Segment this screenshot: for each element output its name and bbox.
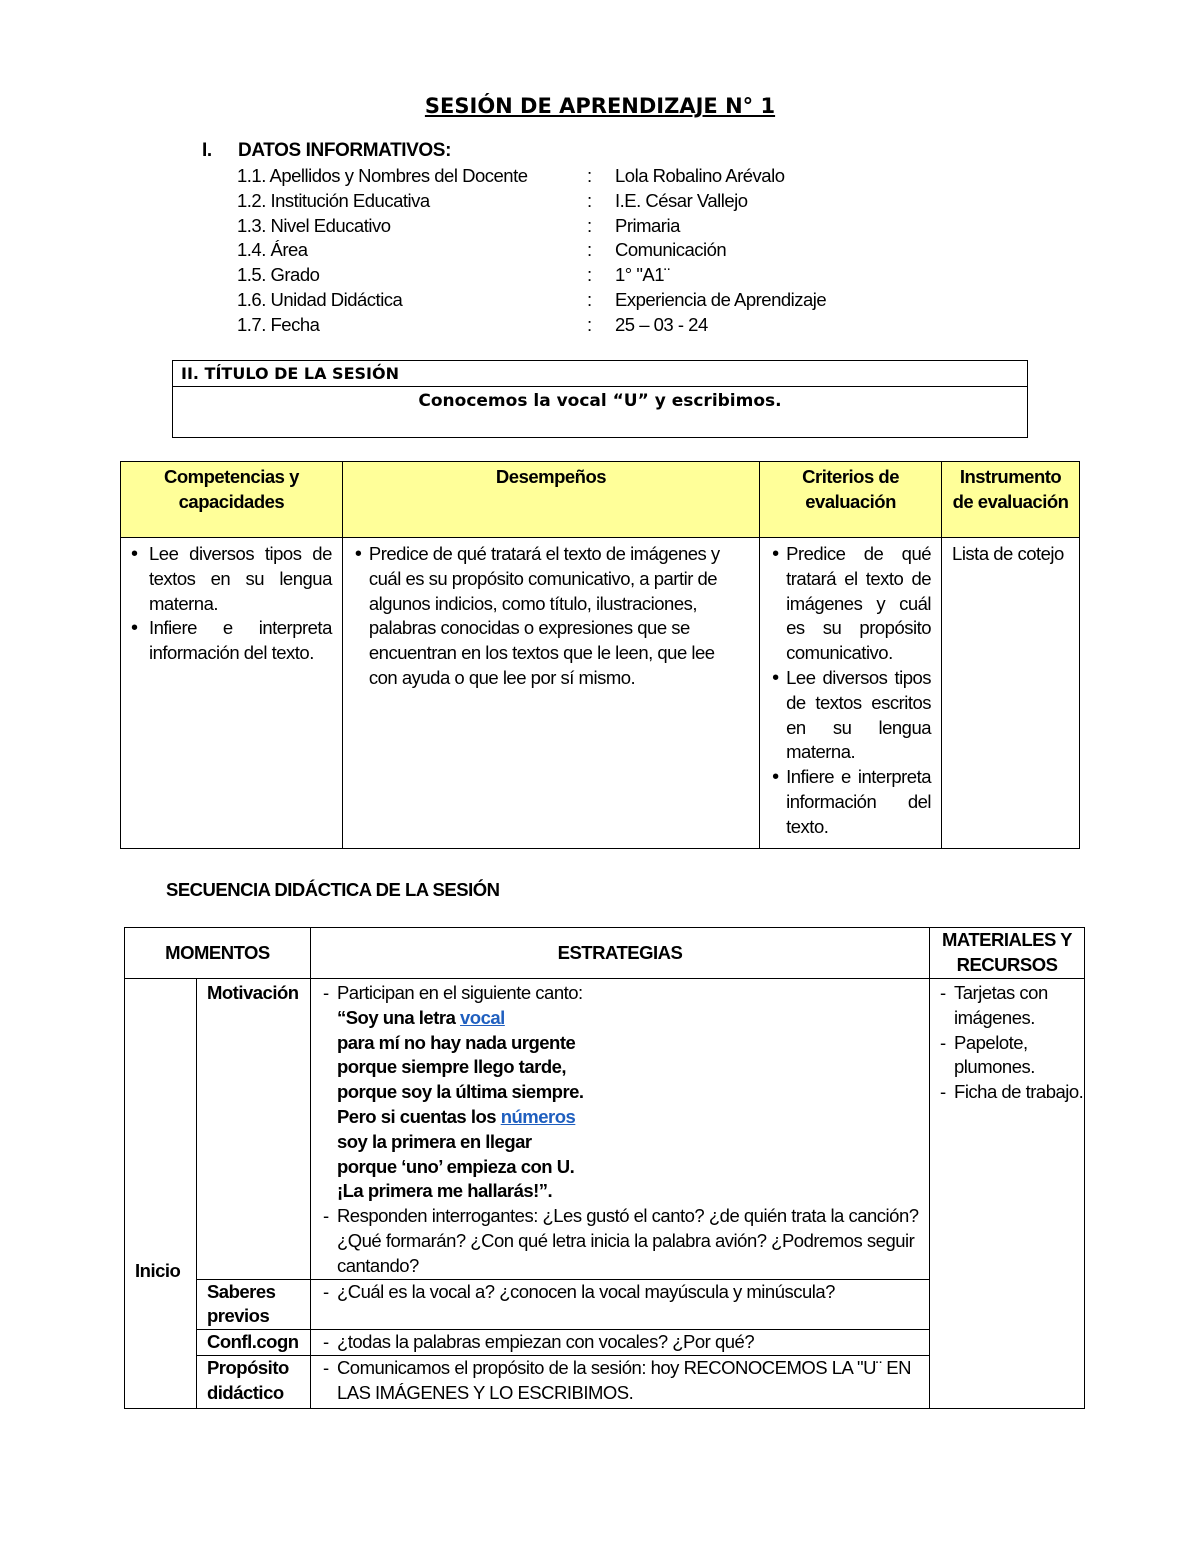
proposito-text: - Comunicamos el propósito de la sesión: hoy RECONOCEMOS LA "U¨ EN LAS IMÁGENES Y LO ESCRIBIMOS.: [311, 1356, 921, 1406]
info-sep: :: [587, 264, 592, 286]
session-title-box: [172, 360, 1028, 438]
table-header-row: [125, 928, 1085, 979]
list-item: • Infiere e interpreta información del texto.: [121, 616, 332, 666]
song-line: [337, 1105, 921, 1130]
saberes-text: - ¿Cuál es la vocal a? ¿conocen la vocal mayúscula y minúscula?: [311, 1280, 921, 1305]
info-label: 1.6. Unidad Didáctica: [237, 288, 403, 310]
section2-heading: II. TÍTULO DE LA SESIÓN: [173, 361, 1027, 387]
list-item: • Predice de qué tratará el texto de imágenes y cuál es su propósito comunicativo, a partir de algunos indicios, como título, ilustraciones, palabras conocidas o expresiones que se encuentran en los textos que le leen, que lee con ayuda o que lee por sí mismo.: [343, 542, 733, 691]
competencias-table: [120, 461, 1080, 849]
info-sep: :: [587, 189, 592, 211]
header-text: Competencias y capacidades: [163, 466, 299, 512]
info-value: 1° "A1¨: [615, 264, 670, 286]
song-line-text: “Soy una letra: [336, 1006, 461, 1028]
song-lyrics: [311, 1006, 921, 1204]
info-label: 1.1. Apellidos y Nombres del Docente: [237, 165, 528, 186]
table-header-row: [121, 462, 1080, 538]
info-label: 1.2. Institución Educativa: [237, 189, 430, 211]
info-value: 25 – 03 - 24: [615, 313, 708, 335]
header-estrategias: ESTRATEGIAS: [310, 928, 929, 979]
desempenos-cell: [342, 538, 759, 849]
header-momentos: MOMENTOS: [125, 928, 311, 979]
header-criterios: [760, 462, 942, 538]
section1-heading-text: DATOS INFORMATIVOS:: [238, 140, 452, 161]
moment-inicio: Inicio: [125, 979, 197, 1409]
info-row: [237, 263, 826, 288]
proposito-cell: [310, 1355, 929, 1408]
info-value: Primaria: [615, 214, 680, 236]
header-competencias: [121, 462, 343, 538]
motivacion-intro: - Participan en el siguiente canto:: [311, 981, 921, 1006]
info-sep: :: [587, 288, 592, 310]
header-desempenos: [342, 462, 759, 538]
page-title: SESIÓN DE APRENDIZAJE N° 1: [424, 94, 776, 118]
vocal-link[interactable]: vocal: [460, 1006, 505, 1028]
song-line: porque siempre llego tarde,: [336, 1056, 567, 1078]
header-text: Criterios de evaluación: [802, 466, 899, 512]
info-row: [237, 164, 826, 189]
table-row: [125, 979, 1085, 1280]
proposito-label: Propósito didáctico: [196, 1355, 310, 1408]
info-value: Lola Robalino Arévalo: [615, 165, 785, 186]
confl-cell: [310, 1330, 929, 1356]
info-label: 1.5. Grado: [237, 264, 320, 286]
material-item: - Tarjetas con imágenes.: [938, 981, 1084, 1031]
info-sep: :: [587, 313, 592, 335]
list-item: • Predice de qué tratará el texto de imágenes y cuál es su propósito comunicativo.: [760, 542, 931, 666]
section1-numeral: I.: [202, 140, 212, 161]
saberes-label: Saberes previos: [196, 1279, 310, 1330]
instrumento-cell: [942, 538, 1080, 849]
header-materiales: MATERIALES Y RECURSOS: [930, 928, 1085, 979]
section1-heading: [202, 140, 451, 162]
list-item: • Lee diversos tipos de textos escritos en su lengua materna.: [760, 666, 931, 765]
materials-cell: [930, 979, 1085, 1409]
motivacion-questions: - Responden interrogantes: ¿Les gustó el canto? ¿de quién trata la canción? ¿Qué formarán? ¿Con qué letra inicia la palabra avión? ¿Podremos seguir cantando?: [311, 1204, 921, 1278]
info-row: [237, 288, 826, 313]
sequence-table: [124, 927, 1085, 1409]
song-line-text: Pero si cuentas los: [336, 1105, 501, 1127]
song-line: porque soy la última siempre.: [336, 1081, 584, 1103]
saberes-cell: [310, 1279, 929, 1330]
confl-label: Confl.cogn: [196, 1330, 310, 1356]
list-item: • Infiere e interpreta información del texto.: [760, 765, 931, 839]
info-value: Comunicación: [615, 239, 727, 261]
confl-text: - ¿todas la palabras empiezan con vocales? ¿Por qué?: [311, 1330, 921, 1355]
song-line: soy la primera en llegar: [336, 1130, 532, 1152]
list-item: • Lee diversos tipos de textos en su lengua materna.: [121, 542, 332, 616]
motivacion-cell: [310, 979, 929, 1280]
song-line: [337, 1006, 921, 1031]
header-text: Desempeños: [495, 466, 607, 487]
info-sep: :: [587, 239, 592, 261]
competencias-cell: [121, 538, 343, 849]
song-line: para mí no hay nada urgente: [336, 1031, 576, 1053]
info-value: Experiencia de Aprendizaje: [615, 288, 827, 310]
info-label: 1.7. Fecha: [237, 313, 320, 335]
info-list: [237, 164, 826, 338]
info-row: [237, 313, 826, 338]
material-item: - Papelote, plumones.: [938, 1031, 1084, 1081]
table-row: [121, 538, 1080, 849]
session-title: Conocemos la vocal “U” y escribimos.: [418, 391, 782, 411]
header-instrumento: [942, 462, 1080, 538]
info-label: 1.4. Área: [237, 239, 308, 261]
instrumento-text: Lista de cotejo: [952, 543, 1064, 564]
info-label: 1.3. Nivel Educativo: [237, 214, 391, 236]
info-row: [237, 189, 826, 214]
info-row: [237, 214, 826, 239]
song-line: porque ‘uno’ empieza con U.: [336, 1155, 575, 1177]
info-row: [237, 238, 826, 263]
numeros-link[interactable]: números: [500, 1105, 576, 1127]
criterios-cell: [760, 538, 942, 849]
header-text: Instrumento de evaluación: [952, 466, 1069, 512]
info-sep: :: [587, 165, 592, 186]
info-value: I.E. César Vallejo: [615, 189, 748, 211]
motivacion-label: Motivación: [196, 979, 310, 1280]
info-sep: :: [587, 214, 592, 236]
song-line: ¡La primera me hallarás!”.: [336, 1180, 553, 1202]
sequence-title: SECUENCIA DIDÁCTICA DE LA SESIÓN: [166, 879, 500, 900]
material-item: - Ficha de trabajo.: [938, 1080, 1084, 1105]
